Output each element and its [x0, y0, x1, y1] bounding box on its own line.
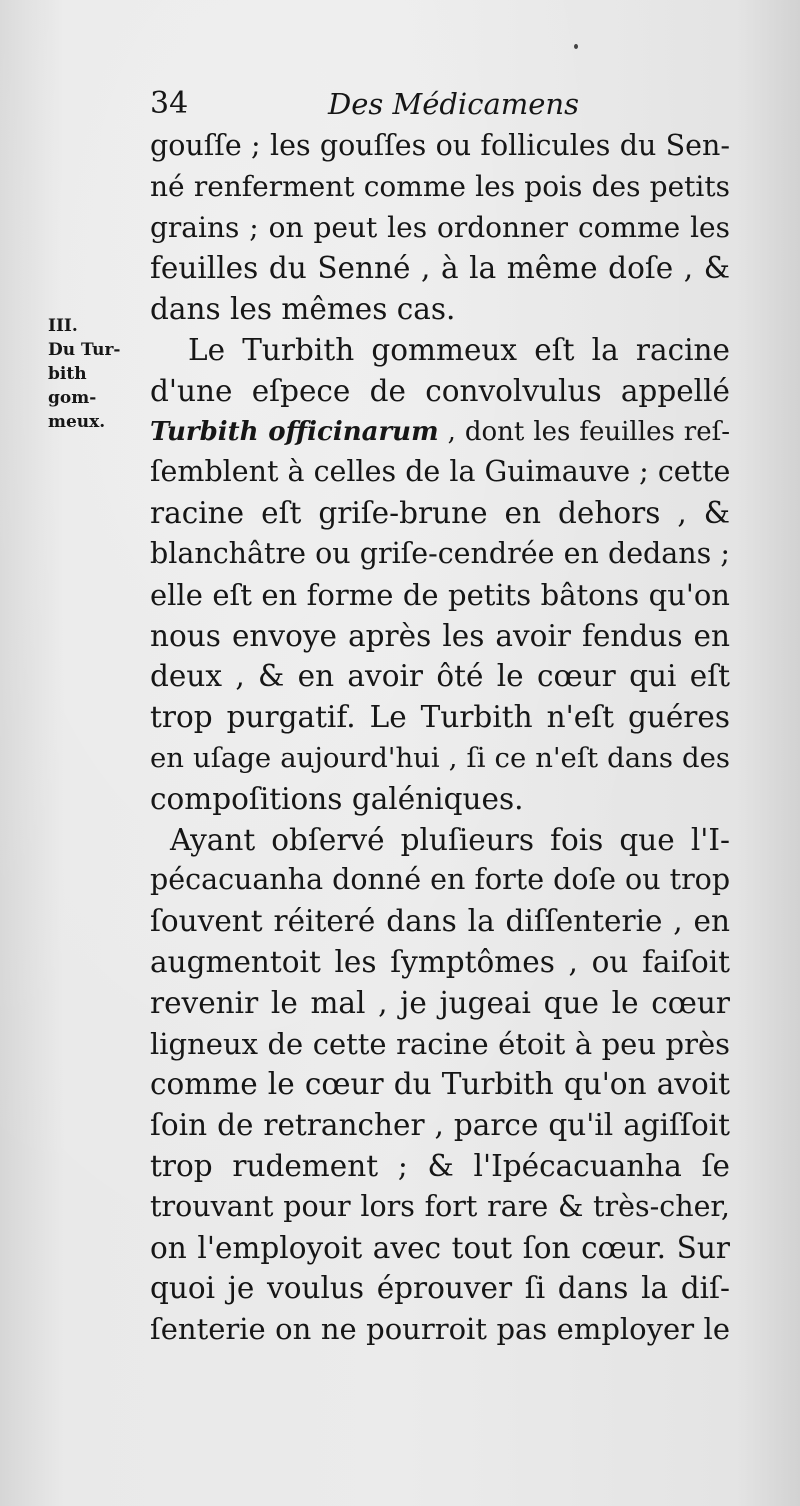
text-line: ligneux de cette racine étoit à peu près: [150, 1026, 730, 1061]
latin-name: Turbith officinarum: [150, 416, 439, 447]
margin-note: [48, 314, 148, 434]
margin-note-line: III.: [48, 316, 78, 336]
ink-speck: [574, 44, 578, 49]
text-line: augmentoit les ſymptômes , ou faiſoit: [150, 944, 730, 979]
text-line: trouvant pour lors fort rare & très-cher,: [150, 1189, 730, 1223]
text-line: Le Turbith gommeux eſt la racine: [188, 332, 730, 367]
margin-note-line: gom-: [48, 388, 97, 408]
text-line: ſoin de retrancher , parce qu'il agiſſoit: [150, 1108, 730, 1143]
text-line: revenir le mal , je jugeai que le cœur: [150, 985, 730, 1020]
text-line: nous envoye après les avoir fendus en: [150, 618, 730, 653]
text-line: quoi je voulus éprouver ſi dans la diſ-: [150, 1271, 730, 1306]
margin-note-line: meux.: [48, 412, 106, 432]
margin-note-line: Du Tur-: [48, 340, 121, 360]
text-line: elle eſt en forme de petits bâtons qu'on: [150, 577, 730, 612]
text-line: feuilles du Senné , à la même doſe , &: [150, 251, 730, 286]
text-line: ſenterie on ne pourroit pas employer le: [150, 1312, 730, 1347]
page-number: 34: [150, 86, 189, 121]
text-line: comme le cœur du Turbith qu'on avoit: [150, 1067, 730, 1102]
text-line: ſouvent réiteré dans la diſſenterie , en: [150, 904, 730, 939]
text-line: trop purgatif. Le Turbith n'eſt guéres: [150, 700, 730, 735]
text-line: d'une eſpece de convolvulus appellé: [150, 373, 730, 408]
text-line: gouſſe ; les gouſſes ou follicules du Sen-: [150, 129, 730, 162]
text-line: dans les mêmes cas.: [150, 292, 456, 327]
page-header: [150, 84, 730, 124]
text-line: Ayant obſervé pluſieurs fois que l'I-: [170, 822, 730, 857]
text-line: en uſage aujourd'hui , ſi ce n'eſt dans des: [150, 741, 730, 774]
text-line: ſemblent à celles de la Guimauve ; cette: [150, 455, 731, 489]
margin-note-line: bith: [48, 364, 87, 384]
running-title: Des Médicamens: [328, 87, 579, 121]
text-fragment: , dont les feuilles reſ-: [447, 416, 731, 447]
body-text: [150, 126, 730, 1350]
text-line: deux , & en avoir ôté le cœur qui eſt: [150, 659, 730, 694]
text-line: pécacuanha donné en forte doſe ou trop: [150, 863, 731, 897]
text-line: blanchâtre ou griſe-cendrée en dedans ;: [150, 536, 730, 570]
text-line: on l'employoit avec tout ſon cœur. Sur: [150, 1230, 730, 1265]
text-line: trop rudement ; & l'Ipécacuanha ſe: [150, 1148, 730, 1183]
text-line: [150, 412, 730, 453]
text-line: grains ; on peut les ordonner comme les: [150, 210, 730, 244]
text-line: né renferment comme les pois des petits: [150, 169, 730, 203]
text-line: compoſitions galéniques.: [150, 781, 524, 816]
text-line: racine eſt griſe-brune en dehors , &: [150, 496, 730, 531]
